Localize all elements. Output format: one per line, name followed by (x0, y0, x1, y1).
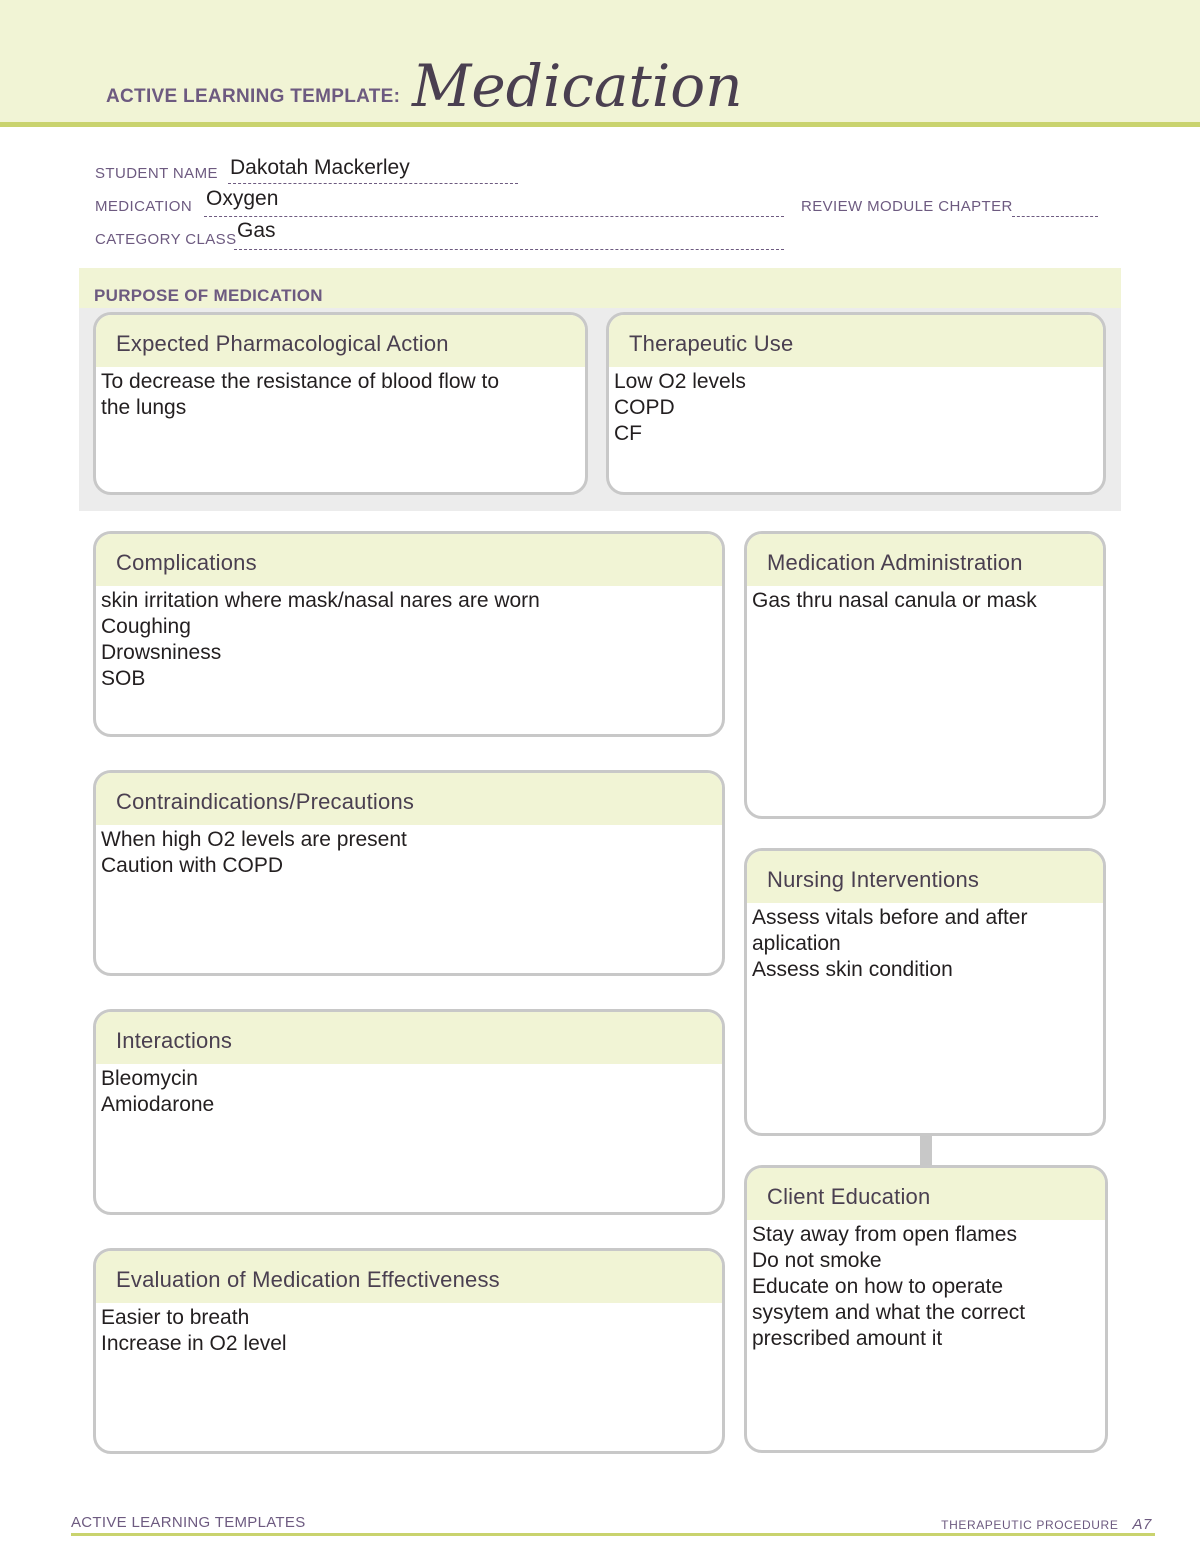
box-connector (920, 1133, 932, 1167)
therapeutic-use-box (606, 312, 1106, 495)
expected-action-box (93, 312, 588, 495)
education-box (744, 1165, 1108, 1453)
evaluation-box (93, 1248, 725, 1454)
education-title: Client Education (747, 1168, 1105, 1220)
review-module-label: REVIEW MODULE CHAPTER (801, 198, 1013, 215)
therapeutic-use-title: Therapeutic Use (609, 315, 1103, 367)
expected-action-line: the lungs (101, 396, 187, 419)
category-class-line (234, 229, 784, 250)
category-class-row (95, 231, 236, 248)
interactions-box (93, 1009, 725, 1215)
footer-rule (71, 1533, 1155, 1536)
therapeutic-use-line: CF (614, 422, 642, 445)
therapeutic-use-line: COPD (614, 396, 675, 419)
complications-body[interactable] (96, 586, 722, 692)
evaluation-title: Evaluation of Medication Effectiveness (96, 1251, 722, 1303)
administration-body[interactable] (747, 586, 1103, 614)
nursing-line: Assess vitals before and after (752, 906, 1028, 929)
education-line: Do not smoke (752, 1249, 882, 1272)
evaluation-line: Increase in O2 level (101, 1332, 287, 1355)
interactions-line: Bleomycin (101, 1067, 198, 1090)
expected-action-body[interactable] (96, 367, 585, 421)
category-class-value[interactable]: Gas (237, 219, 276, 242)
education-body[interactable] (747, 1220, 1105, 1352)
evaluation-line: Easier to breath (101, 1306, 250, 1329)
interactions-line: Amiodarone (101, 1093, 215, 1116)
expected-action-title: Expected Pharmacological Action (96, 315, 585, 367)
medication-label: MEDICATION (95, 198, 193, 215)
medication-line (204, 196, 784, 217)
nursing-box (744, 848, 1106, 1136)
expected-action-line: To decrease the resistance of blood flow to (101, 370, 500, 393)
interactions-body[interactable] (96, 1064, 722, 1118)
education-line: Educate on how to operate (752, 1275, 1004, 1298)
nursing-title: Nursing Interventions (747, 851, 1103, 903)
education-line: prescribed amount it (752, 1327, 943, 1350)
education-line: sysytem and what the correct (752, 1301, 1026, 1324)
complications-line: SOB (101, 667, 146, 690)
complications-box (93, 531, 725, 737)
complications-title: Complications (96, 534, 722, 586)
student-name-label: STUDENT NAME (95, 165, 218, 182)
medication-value[interactable]: Oxygen (206, 187, 279, 210)
contraindications-box (93, 770, 725, 976)
complications-line: Drowsniness (101, 641, 222, 664)
template-label: ACTIVE LEARNING TEMPLATE: (106, 86, 401, 107)
review-module-line (1012, 196, 1098, 217)
education-line: Stay away from open flames (752, 1223, 1017, 1246)
nursing-line: Assess skin condition (752, 958, 953, 981)
header-rule (0, 122, 1200, 127)
footer-left-label: ACTIVE LEARNING TEMPLATES (71, 1514, 306, 1531)
therapeutic-use-line: Low O2 levels (614, 370, 746, 393)
student-name-row (95, 165, 218, 182)
nursing-line: aplication (752, 932, 841, 955)
purpose-title: PURPOSE OF MEDICATION (94, 286, 323, 305)
category-class-label: CATEGORY CLASS (95, 231, 237, 248)
administration-box (744, 531, 1106, 819)
medication-row (95, 198, 192, 215)
footer-right (941, 1516, 1152, 1533)
contraindications-line: When high O2 levels are present (101, 828, 407, 851)
complications-line: skin irritation where mask/nasal nares are worn (101, 589, 540, 612)
evaluation-body[interactable] (96, 1303, 722, 1357)
administration-title: Medication Administration (747, 534, 1103, 586)
interactions-title: Interactions (96, 1012, 722, 1064)
footer-page-number: A7 (1132, 1516, 1152, 1533)
therapeutic-use-body[interactable] (609, 367, 1103, 447)
contraindications-body[interactable] (96, 825, 722, 879)
contraindications-title: Contraindications/Precautions (96, 773, 722, 825)
complications-line: Coughing (101, 615, 191, 638)
footer-right-label: THERAPEUTIC PROCEDURE (941, 1518, 1119, 1532)
page-title: Medication (412, 52, 743, 120)
review-module-row (801, 198, 1013, 215)
contraindications-line: Caution with COPD (101, 854, 284, 877)
student-name-value[interactable]: Dakotah Mackerley (230, 156, 410, 179)
administration-line: Gas thru nasal canula or mask (752, 589, 1037, 612)
nursing-body[interactable] (747, 903, 1103, 983)
